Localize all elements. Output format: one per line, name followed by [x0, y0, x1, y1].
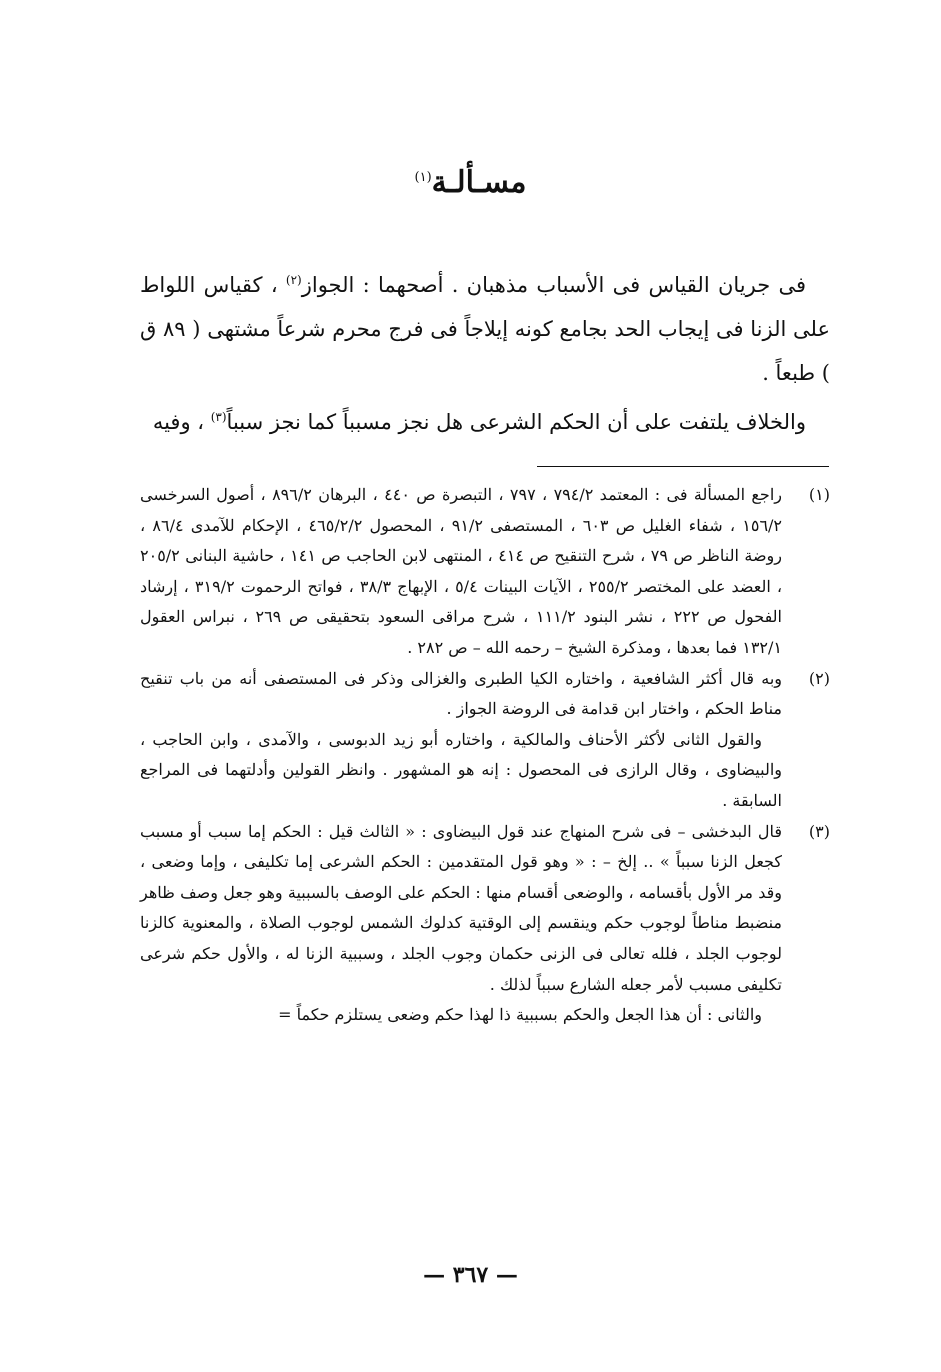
- main-paragraph-2-part-b: ، وفيه: [152, 410, 211, 434]
- main-text: [140, 258, 830, 444]
- footnote-paragraph: وبه قال أكثر الشافعية ، واختاره الكيا الطبرى والغزالى وذكر فى المستصفى أنه من باب تنقيح مناط الحكم ، واختار ابن قدامة فى الروضة الجواز .: [140, 668, 782, 719]
- footnote-2: [140, 664, 830, 817]
- page-number: — ٣٦٧ —: [423, 1262, 518, 1288]
- footnote-paragraph: والثانى : أن هذا الجعل والحكم بسببية ذا لهذا حكم وضعى يستلزم حكماً =: [278, 1005, 762, 1025]
- footnote-paragraph: والقول الثانى لأكثر الأحناف والمالكية ، واختاره أبو زيد الدبوسى ، والآمدى ، وابن الحاجب ، والبيضاوى ، وقال الرازى فى المحصول : إنه هو المشهور . وانظر القولين وأدلتهما فى المراجع السابقة .: [140, 729, 782, 810]
- footnote-separator: [537, 466, 829, 467]
- footnote-body: [140, 664, 782, 817]
- footnote-number: (٣): [808, 821, 830, 841]
- section-title: [0, 165, 941, 200]
- footnote-1: [140, 480, 830, 664]
- footnote-number: (٢): [808, 668, 830, 688]
- footnote-body: [140, 817, 782, 1031]
- main-paragraph-2-part-a: والخلاف يلتفت على أن الحكم الشرعى هل نجز مسبباً كما نجز سبباً: [226, 410, 806, 434]
- footnote-ref-3: (٣): [210, 410, 227, 424]
- footnote-body: [140, 480, 782, 664]
- footnote-ref-2: (٢): [285, 273, 302, 287]
- footnote-number: (١): [808, 485, 830, 504]
- footnote-paragraph: راجع المسألة فى : المعتمد ٧٩٤/٢ ، ٧٩٧ ، التبصرة ص ٤٤٠ ، البرهان ٨٩٦/٢ ، أصول السرخسى ١٥٦/٢ ، شفاء الغليل ص ٦٠٣ ، المستصفى ٩١/٢ ، المحصول ٤٦٥/٢/٢ ، الإحكام للآمدى ٨٦/٤ ، روضة الناظر ص ٧٩ ، شرح التنقيح ص ٤١٤ ، المنتهى لابن الحاجب ص ١٤١ ، حاشية البنانى ٢٠٥/٢ ، العضد على المختصر ٢٥٥/٢ ، الآيات البينات ٥/٤ ، الإبهاج ٣٨/٣ ، فواتح الرحموت ٣١٩/٢ ، إرشاد الفحول ص ٢٢٢ ، نشر البنود ١١١/٢ ، شرح مراقى السعود بتحقيقى ص ٢٦٩ ، نبراس العقول ١٣٢/١ فما بعدها ، ومذكرة الشيخ – رحمه الله – ص ٢٨٢ .: [140, 485, 783, 657]
- main-paragraph-1: [140, 258, 830, 395]
- footnote-3: [140, 817, 830, 1031]
- main-paragraph-1-part-a: فى جريان القياس فى الأسباب مذهبان . أصحهما : الجواز: [301, 273, 806, 297]
- main-paragraph-1-part-b: ، كقياس اللواط على الزنا فى إيجاب الحد بجامع كونه إيلاجاً فى فرج محرم شرعاً مشتهى ( ٨٩ ق ) طبعاً .: [140, 273, 831, 385]
- footnote-paragraph: قال البدخشى – فى شرح المنهاج عند قول البيضاوى : « الثالث قيل : الحكم إما سبب أو مسبب كجعل الزنا سبباً » .. إلخ – : « وهو قول المتقدمين : الحكم الشرعى إما تكليفى ، وإما وضعى ، وقد مر الأول بأقسامه ، والوضعى أقسام منها : الحكم على الوصف بالسببية وهو جعل وصف ظاهر منضبط مناطاً لوجوب حكم وينقسم إلى الوقتية كدلوك الشمس لوجوب الصلاة ، والمعنوية كالزنا لوجوب الجلد ، فلله تعالى فى الزنى حكمان وجوب الجلد ، وسببية الزنا له ، والأول حكم شرعى تكليفى مسبب لأمر جعله الشارع سبباً لذلك .: [140, 821, 782, 994]
- footnotes-section: [140, 480, 830, 1031]
- section-title-ref: (١): [414, 170, 432, 185]
- section-title-text: مسـألـة: [431, 165, 527, 200]
- main-paragraph-2: [140, 395, 830, 444]
